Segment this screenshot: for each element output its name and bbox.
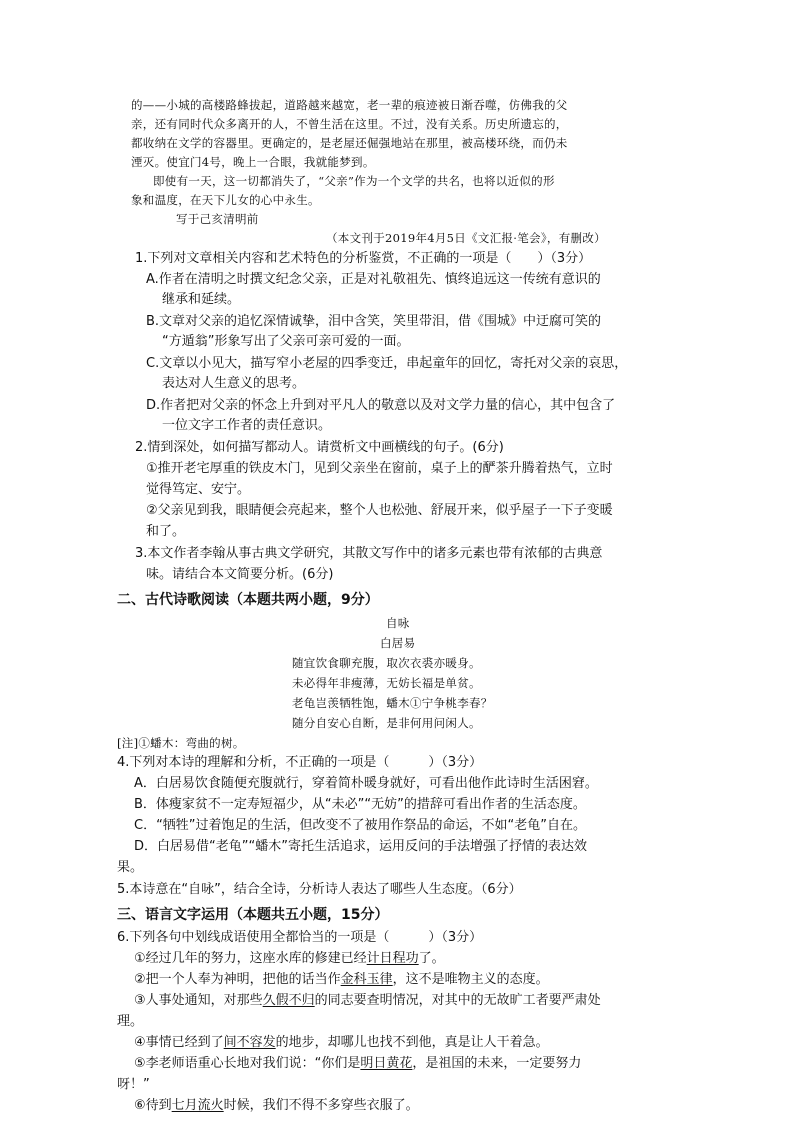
poem-line-3: 老龟岂羡牺牲饱，蟠木①宁争桃李春？ (292, 696, 493, 710)
q2-sentence-2: ②父亲见到我，眼睛便会亮起来，整个人也松弛、舒展开来，似乎屋子一下子变暖 (146, 503, 613, 518)
q1-option-b-cont: “方遁翁”形象写出了父亲可亲可爱的一面。 (162, 334, 410, 349)
q4-option-c: C．“牺牲”过着饱足的生活，但改变不了被用作祭品的命运，不如“老龟”自在。 (134, 818, 587, 833)
q6-sentence-1 (134, 950, 445, 968)
q6-s5-post: ，是祖国的未来，一定要努力 (412, 1056, 582, 1071)
q6-stem: 6.下列各句中划线成语使用全都恰当的一项是（ ）（3分） (117, 930, 483, 945)
q6-sentence-5-cont: 呀！” (117, 1077, 150, 1092)
passage-date-line: 写于己亥清明前 (176, 212, 259, 226)
q3-line-1: 3.本文作者李翰从事古典文学研究，其散文写作中的诸多元素也带有浓郁的古典意 (135, 546, 603, 561)
q6-s5-idiom: 明日黄花 (360, 1056, 413, 1071)
q6-sentence-2 (134, 971, 549, 989)
q4-option-a: A．白居易饮食随便充腹就行，穿着简朴暖身就好，可看出他作此诗时生活困窘。 (134, 776, 598, 791)
poem-line-4: 随分自安心自断，是非何用问闲人。 (292, 716, 481, 730)
poem-title: 自咏 (386, 616, 410, 630)
q6-s4-post: 的地步，却哪儿也找不到他，真是让人干着急。 (275, 1035, 549, 1050)
passage-line-3: 都收纳在文学的容器里。更确定的，是老屋还倔强地站在那里，被高楼环绕，而仍未 (131, 136, 568, 150)
q2-sentence-2-cont: 和了。 (146, 524, 186, 539)
poem-note: [注]①蟠木：弯曲的树。 (117, 736, 245, 750)
section3-heading: 三、语言文字运用（本题共五小题，15分） (117, 907, 389, 923)
q1-option-b: B.文章对父亲的追忆深情诚挚，泪中含笑，笑里带泪，借《围城》中迂腐可笑的 (146, 314, 602, 329)
q1-option-d-cont: 一位文字工作者的责任意识。 (162, 418, 332, 433)
q6-s3-post: 的同志要查明情况，对其中的无故旷工者要严肃处 (314, 993, 601, 1008)
q6-s1-idiom: 计日程功 (366, 951, 419, 966)
q6-s6-post: 时候，我们不得不多穿些衣服了。 (223, 1098, 419, 1113)
q6-s6-pre: ⑥待到 (134, 1098, 172, 1113)
q6-s4-pre: ④事情已经到了 (134, 1035, 224, 1050)
q1-stem: 1.下列对文章相关内容和艺术特色的分析鉴赏，不正确的一项是（ ）（3分） (135, 251, 592, 266)
passage-line-4: 湮灭。使宜门4号，晚上一合眼，我就能梦到。 (131, 155, 375, 169)
q1-option-c: C.文章以小见大，描写窄小老屋的四季变迁，串起童年的回忆，寄托对父亲的哀思， (146, 356, 628, 371)
q2-sentence-1-cont: 觉得笃定、安宁。 (146, 482, 251, 497)
q6-s3-pre: ③人事处通知，对那些 (134, 993, 263, 1008)
passage-line-1: 的——小城的高楼路蜂拔起，道路越来越宽，老一辈的痕迹被日渐吞噬，仿佛我的父 (131, 98, 568, 112)
q6-sentence-6 (134, 1097, 419, 1115)
q6-s2-post: ，这不是唯物主义的态度。 (392, 972, 549, 987)
q5-stem: 5.本诗意在“自咏”，结合全诗，分析诗人表达了哪些人生态度。（6分） (117, 882, 522, 897)
q1-option-c-cont: 表达对人生意义的思考。 (162, 376, 306, 391)
q2-sentence-1: ①推开老宅厚重的铁皮木门，见到父亲坐在窗前，桌子上的酽茶升腾着热气，立时 (146, 461, 613, 476)
q6-s3-idiom: 久假不归 (262, 993, 315, 1008)
q2-stem: 2.情到深处，如何描写都动人。请赏析文中画横线的句子。(6分) (135, 440, 504, 455)
q4-option-d-cont: 果。 (117, 860, 144, 875)
q6-s6-idiom: 七月流火 (171, 1098, 224, 1113)
q1-option-a: A.作者在清明之时撰文纪念父亲，正是对礼敬祖先、慎终追远这一传统有意识的 (146, 272, 601, 287)
poem-line-2: 未必得年非瘦薄，无妨长福是单贫。 (292, 676, 481, 690)
poem-author: 白居易 (380, 636, 416, 650)
q1-option-a-cont: 继承和延续。 (162, 292, 241, 307)
q6-sentence-3 (134, 992, 601, 1010)
q6-s1-post: 了。 (418, 951, 445, 966)
q6-s5-pre: ⑤李老师语重心长地对我们说：“你们是 (134, 1056, 361, 1071)
q6-s2-idiom: 金科玉律 (340, 972, 393, 987)
passage-line-5: 即使有一天，这一切都消失了，“父亲”作为一个文学的共名，也将以近似的形 (153, 174, 555, 188)
q4-option-d: D．白居易借“老龟”“蟠木”寄托生活追求，运用反问的手法增强了抒情的表达效 (134, 839, 587, 854)
q6-s4-idiom: 间不容发 (223, 1035, 276, 1050)
q4-stem: 4.下列对本诗的理解和分析，不正确的一项是（ ）（3分） (117, 755, 483, 770)
q6-s1-pre: ①经过几年的努力，这座水库的修建已经 (134, 951, 367, 966)
q6-sentence-5 (134, 1055, 581, 1073)
passage-line-6: 象和温度，在天下儿女的心中永生。 (131, 193, 320, 207)
q4-option-b: B．体瘦家贫不一定寿短福少，从“未必”“无妨”的措辞可看出作者的生活态度。 (134, 797, 586, 812)
section2-heading: 二、古代诗歌阅读（本题共两小题，9分） (117, 592, 379, 608)
passage-source: （本文刊于2019年4月5日《文汇报·笔会》，有删改） (326, 231, 606, 245)
q6-sentence-4 (134, 1034, 549, 1052)
q6-sentence-3-cont: 理。 (117, 1014, 144, 1029)
q3-line-2: 味。请结合本文简要分析。(6分) (146, 567, 334, 582)
poem-line-1: 随宜饮食聊充腹，取次衣裘亦暖身。 (292, 656, 481, 670)
q6-s2-pre: ②把一个人奉为神明，把他的话当作 (134, 972, 341, 987)
q1-option-d: D.作者把对父亲的怀念上升到对平凡人的敬意以及对文学力量的信心，其中包含了 (146, 398, 616, 413)
passage-line-2: 亲，还有同时代众多离开的人，不曾生活在这里。不过，没有关系。历史所遗忘的， (131, 117, 568, 131)
